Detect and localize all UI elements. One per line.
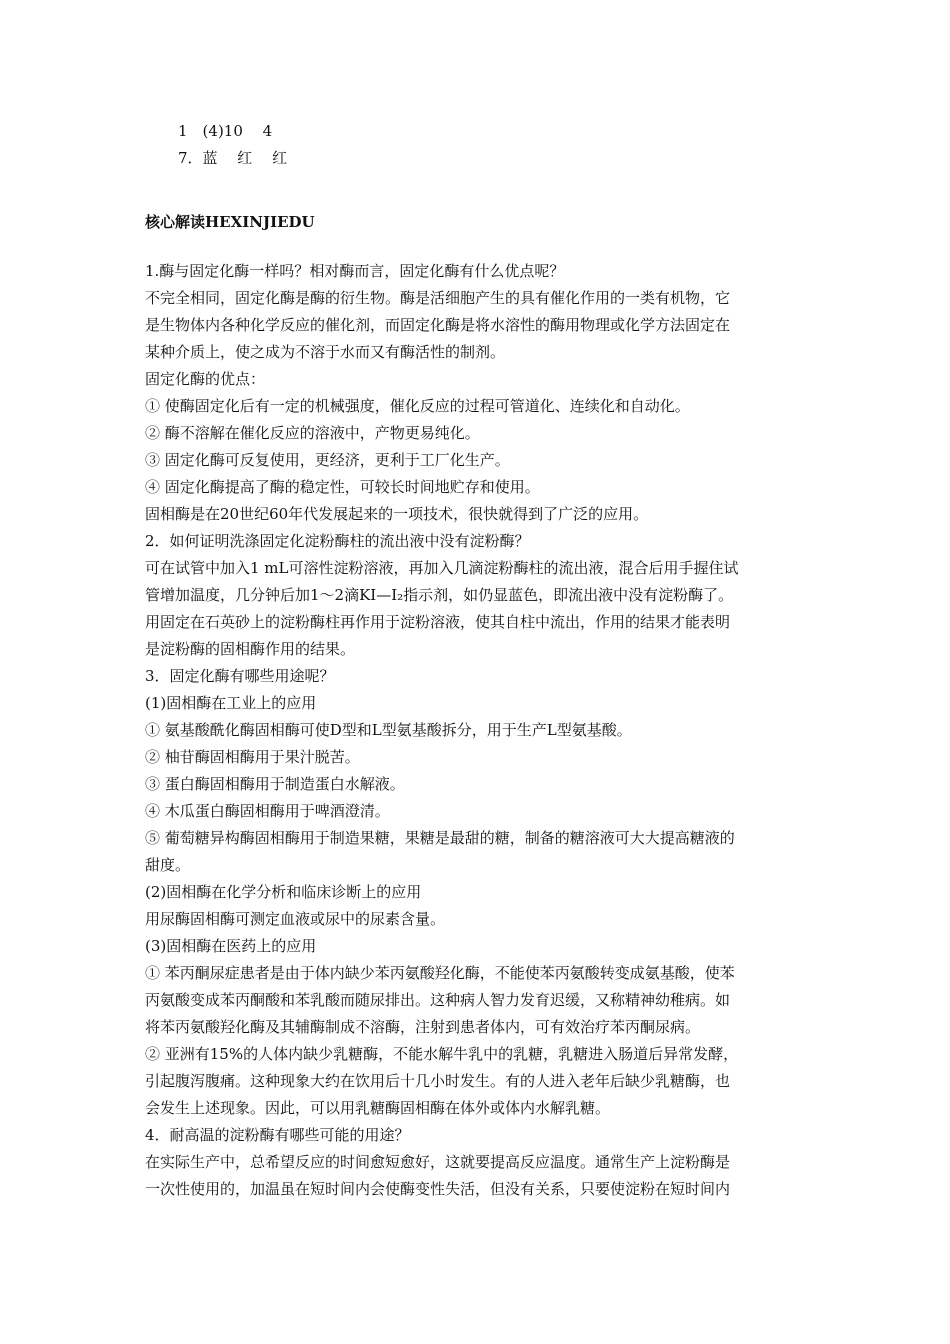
answer-line: 1 (4)10 4 [178, 122, 273, 140]
paragraph-line: 会发生上述现象。因此，可以用乳糖酶固相酶在体外或体内水解乳糖。 [145, 1099, 611, 1117]
document-page [145, 118, 815, 1203]
answer-line: 7．蓝 红 红 [178, 149, 288, 167]
paragraph-line: 是淀粉酶的固相酶作用的结果。 [145, 640, 356, 658]
paragraph-line: 用固定在石英砂上的淀粉酶柱再作用于淀粉溶液，使其自柱中流出，作用的结果才能表明 [145, 613, 731, 631]
paragraph-line: ② 亚洲有15%的人体内缺少乳糖酶，不能水解牛乳中的乳糖，乳糖进入肠道后异常发酵， [145, 1045, 739, 1063]
list-item: ⑤ 葡萄糖异构酶固相酶用于制造果糖，果糖是最甜的糖，制备的糖溶液可大大提高糖液的 [145, 829, 735, 847]
paragraph-line: ① 苯丙酮尿症患者是由于体内缺少苯丙氨酸羟化酶，不能使苯丙氨酸转变成氨基酸，使苯 [145, 964, 735, 982]
paragraph-line: 一次性使用的，加温虽在短时间内会使酶变性失活，但没有关系，只要使淀粉在短时间内 [145, 1180, 731, 1198]
paragraph-line: 将苯丙氨酸羟化酶及其辅酶制成不溶酶，注射到患者体内，可有效治疗苯丙酮尿病。 [145, 1018, 701, 1036]
advantages-title: 固定化酶的优点： [145, 370, 266, 388]
paragraph-line: 是生物体内各种化学反应的催化剂，而固定化酶是将水溶性的酶用物理或化学方法固定在 [145, 316, 731, 334]
paragraph-line: 可在试管中加入1 mL可溶性淀粉溶液，再加入几滴淀粉酶柱的流出液，混合后用手握住试 [145, 559, 739, 577]
list-item: ④ 固定化酶提高了酶的稳定性，可较长时间地贮存和使用。 [145, 478, 540, 496]
subsection-title: (3)固相酶在医药上的应用 [145, 937, 317, 955]
list-item: ① 氨基酸酰化酶固相酶可使D型和L型氨基酸拆分，用于生产L型氨基酸。 [145, 721, 632, 739]
list-item: ③ 固定化酶可反复使用，更经济，更利于工厂化生产。 [145, 451, 510, 469]
question-3 [145, 663, 815, 1122]
question-title: 3．固定化酶有哪些用途呢？ [145, 667, 335, 685]
list-item: ③ 蛋白酶固相酶用于制造蛋白水解液。 [145, 775, 405, 793]
question-title: 2．如何证明洗涤固定化淀粉酶柱的流出液中没有淀粉酶？ [145, 532, 530, 550]
paragraph-line: 不完全相同，固定化酶是酶的衍生物。酶是活细胞产生的具有催化作用的一类有机物，它 [145, 289, 731, 307]
subsection-title: (1)固相酶在工业上的应用 [145, 694, 317, 712]
question-title: 1.酶与固定化酶一样吗？相对酶而言，固定化酶有什么优点呢？ [145, 262, 565, 280]
question-1 [145, 258, 815, 528]
paragraph-line: 用尿酶固相酶可测定血液或尿中的尿素含量。 [145, 910, 446, 928]
paragraph-line: 某种介质上，使之成为不溶于水而又有酶活性的制剂。 [145, 343, 506, 361]
list-item: ① 使酶固定化后有一定的机械强度，催化反应的过程可管道化、连续化和自动化。 [145, 397, 690, 415]
question-4 [145, 1122, 815, 1203]
subsection-title: (2)固相酶在化学分析和临床诊断上的应用 [145, 883, 422, 901]
list-item: ② 酶不溶解在催化反应的溶液中，产物更易纯化。 [145, 424, 480, 442]
section-heading: 核心解读HEXINJIEDU [145, 213, 315, 231]
question-2 [145, 528, 815, 663]
list-item: ④ 木瓜蛋白酶固相酶用于啤酒澄清。 [145, 802, 390, 820]
list-item: ② 柚苷酶固相酶用于果汁脱苦。 [145, 748, 360, 766]
paragraph-line: 引起腹泻腹痛。这种现象大约在饮用后十几小时发生。有的人进入老年后缺少乳糖酶，也 [145, 1072, 731, 1090]
list-item: 甜度。 [145, 856, 191, 874]
paragraph-line: 在实际生产中，总希望反应的时间愈短愈好，这就要提高反应温度。通常生产上淀粉酶是 [145, 1153, 731, 1171]
question-title: 4．耐高温的淀粉酶有哪些可能的用途？ [145, 1126, 410, 1144]
paragraph-line: 丙氨酸变成苯丙酮酸和苯乳酸而随尿排出。这种病人智力发育迟缓，又称精神幼稚病。如 [145, 991, 731, 1009]
paragraph-line: 固相酶是在20世纪60年代发展起来的一项技术，很快就得到了广泛的应用。 [145, 505, 649, 523]
paragraph-line: 管增加温度，几分钟后加1～2滴KI—I₂指示剂，如仍显蓝色，即流出液中没有淀粉酶了。 [145, 586, 734, 604]
